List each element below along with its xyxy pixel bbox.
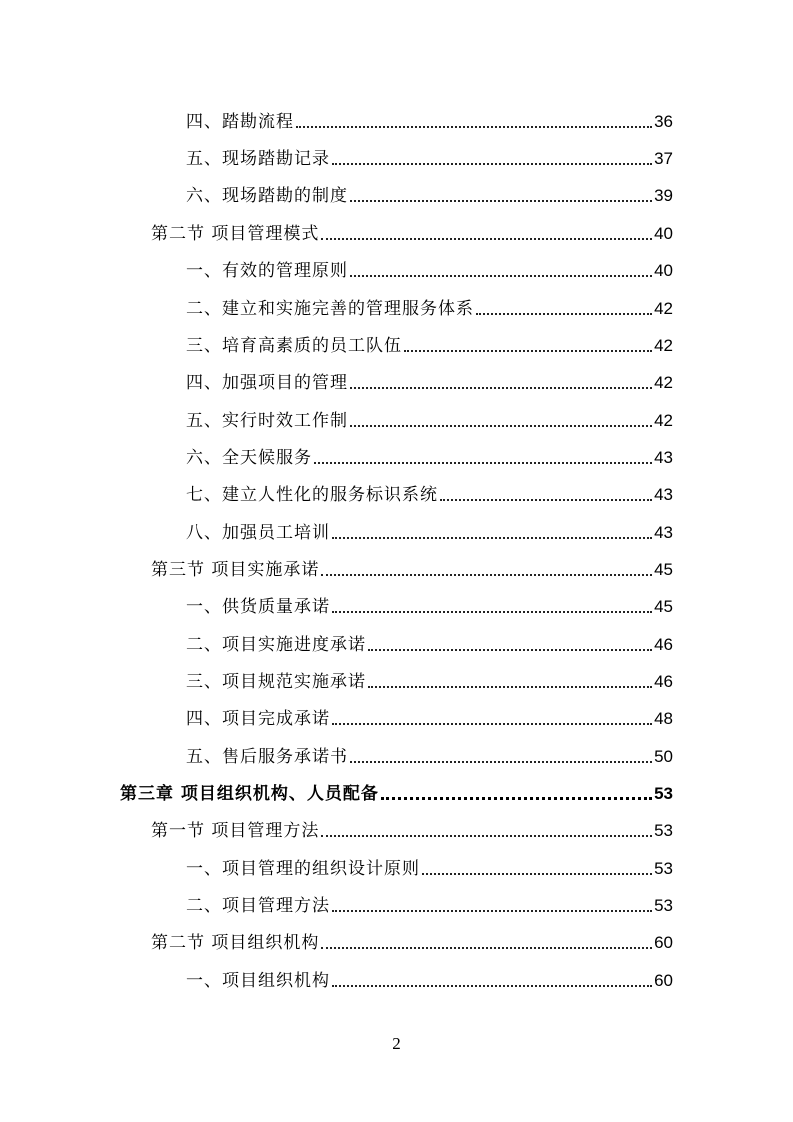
- toc-entry-label: 一、有效的管理原则: [186, 261, 348, 281]
- toc-entry-label: 五、实行时效工作制: [186, 411, 348, 431]
- toc-entry-label: 二、项目管理方法: [186, 896, 330, 916]
- toc-entry-label: 第二节 项目管理模式: [151, 224, 320, 244]
- toc-entry-page: 46: [654, 672, 673, 691]
- toc-entry-label: 一、供货质量承诺: [186, 597, 330, 617]
- toc-entry-page: 39: [654, 186, 673, 205]
- page-number: 2: [392, 1034, 401, 1053]
- toc-entry-page: 48: [654, 709, 673, 728]
- toc-entry-label: 六、现场踏勘的制度: [186, 186, 348, 206]
- toc-entry[interactable]: [186, 291, 673, 319]
- toc-entry[interactable]: [186, 253, 673, 281]
- dot-leader: [332, 611, 652, 613]
- toc-entry[interactable]: [186, 701, 673, 729]
- toc-entry-page: 43: [654, 485, 673, 504]
- toc-entry-page: 53: [654, 784, 673, 803]
- toc-entry-label: 第三章 项目组织机构、人员配备: [120, 784, 379, 804]
- dot-leader: [332, 985, 652, 987]
- toc-entry-label: 二、项目实施进度承诺: [186, 635, 366, 655]
- toc-entry-page: 42: [654, 373, 673, 392]
- toc-entry[interactable]: [186, 104, 673, 132]
- toc-entry-page: 40: [654, 224, 673, 243]
- toc-entry-label: 八、加强员工培训: [186, 523, 330, 543]
- dot-leader: [321, 238, 652, 240]
- toc-entry-page: 36: [654, 112, 673, 131]
- toc-section[interactable]: [151, 552, 673, 580]
- toc-entry-page: 53: [654, 896, 673, 915]
- toc-section[interactable]: [151, 925, 673, 953]
- toc-entry-label: 第二节 项目组织机构: [151, 933, 320, 953]
- dot-leader: [321, 835, 652, 837]
- toc-entry[interactable]: [186, 440, 673, 468]
- toc-entry-label: 五、售后服务承诺书: [186, 747, 348, 767]
- toc-entry-label: 四、加强项目的管理: [186, 373, 348, 393]
- toc-entry[interactable]: [186, 963, 673, 991]
- dot-leader: [440, 499, 652, 501]
- toc-entry-label: 一、项目管理的组织设计原则: [186, 859, 420, 879]
- dot-leader: [350, 387, 652, 389]
- toc-section[interactable]: [151, 216, 673, 244]
- dot-leader: [314, 462, 652, 464]
- toc-chapter[interactable]: [120, 776, 673, 804]
- dot-leader: [321, 947, 652, 949]
- toc-section[interactable]: [151, 813, 673, 841]
- toc-entry-label: 一、项目组织机构: [186, 971, 330, 991]
- dot-leader: [332, 723, 652, 725]
- toc-entry-page: 40: [654, 261, 673, 280]
- toc-entry-page: 42: [654, 411, 673, 430]
- dot-leader: [404, 350, 652, 352]
- toc-entry[interactable]: [186, 477, 673, 505]
- toc-entry-page: 50: [654, 747, 673, 766]
- toc-entry-label: 七、建立人性化的服务标识系统: [186, 485, 438, 505]
- toc-entry[interactable]: [186, 851, 673, 879]
- toc-entry-page: 43: [654, 448, 673, 467]
- toc-entry-label: 三、项目规范实施承诺: [186, 672, 366, 692]
- toc-entry[interactable]: [186, 365, 673, 393]
- toc-entry[interactable]: [186, 178, 673, 206]
- toc-entry-page: 60: [654, 933, 673, 952]
- toc-entry-label: 四、项目完成承诺: [186, 709, 330, 729]
- dot-leader: [332, 537, 652, 539]
- toc-entry-label: 三、培育高素质的员工队伍: [186, 336, 402, 356]
- toc-entry-page: 53: [654, 859, 673, 878]
- toc-entry[interactable]: [186, 664, 673, 692]
- dot-leader: [350, 200, 652, 202]
- toc-entry-label: 四、踏勘流程: [186, 112, 294, 132]
- dot-leader: [476, 313, 652, 315]
- dot-leader: [296, 126, 652, 128]
- dot-leader: [350, 761, 652, 763]
- dot-leader: [368, 686, 652, 688]
- dot-leader: [381, 797, 652, 800]
- toc-entry-page: 43: [654, 523, 673, 542]
- toc-entry[interactable]: [186, 888, 673, 916]
- dot-leader: [422, 873, 652, 875]
- dot-leader: [350, 275, 652, 277]
- dot-leader: [350, 425, 652, 427]
- toc-entry[interactable]: [186, 589, 673, 617]
- dot-leader: [321, 574, 652, 576]
- toc-entry-label: 二、建立和实施完善的管理服务体系: [186, 299, 474, 319]
- dot-leader: [368, 649, 652, 651]
- toc-entry[interactable]: [186, 627, 673, 655]
- toc-entry[interactable]: [186, 403, 673, 431]
- toc-entry-page: 60: [654, 971, 673, 990]
- dot-leader: [332, 163, 652, 165]
- toc-entry-page: 42: [654, 336, 673, 355]
- toc-entry[interactable]: [186, 739, 673, 767]
- toc-entry[interactable]: [186, 515, 673, 543]
- toc-entry[interactable]: [186, 141, 673, 169]
- toc-entry-label: 五、现场踏勘记录: [186, 149, 330, 169]
- toc-entry-page: 42: [654, 299, 673, 318]
- toc-entry-page: 37: [654, 149, 673, 168]
- toc-entry[interactable]: [186, 328, 673, 356]
- toc-entry-label: 第一节 项目管理方法: [151, 821, 320, 841]
- toc-entry-page: 45: [654, 597, 673, 616]
- toc-entry-label: 第三节 项目实施承诺: [151, 560, 320, 580]
- toc-entry-page: 46: [654, 635, 673, 654]
- dot-leader: [332, 910, 652, 912]
- toc-entry-page: 45: [654, 560, 673, 579]
- toc-entry-page: 53: [654, 821, 673, 840]
- toc-entry-label: 六、全天候服务: [186, 448, 312, 468]
